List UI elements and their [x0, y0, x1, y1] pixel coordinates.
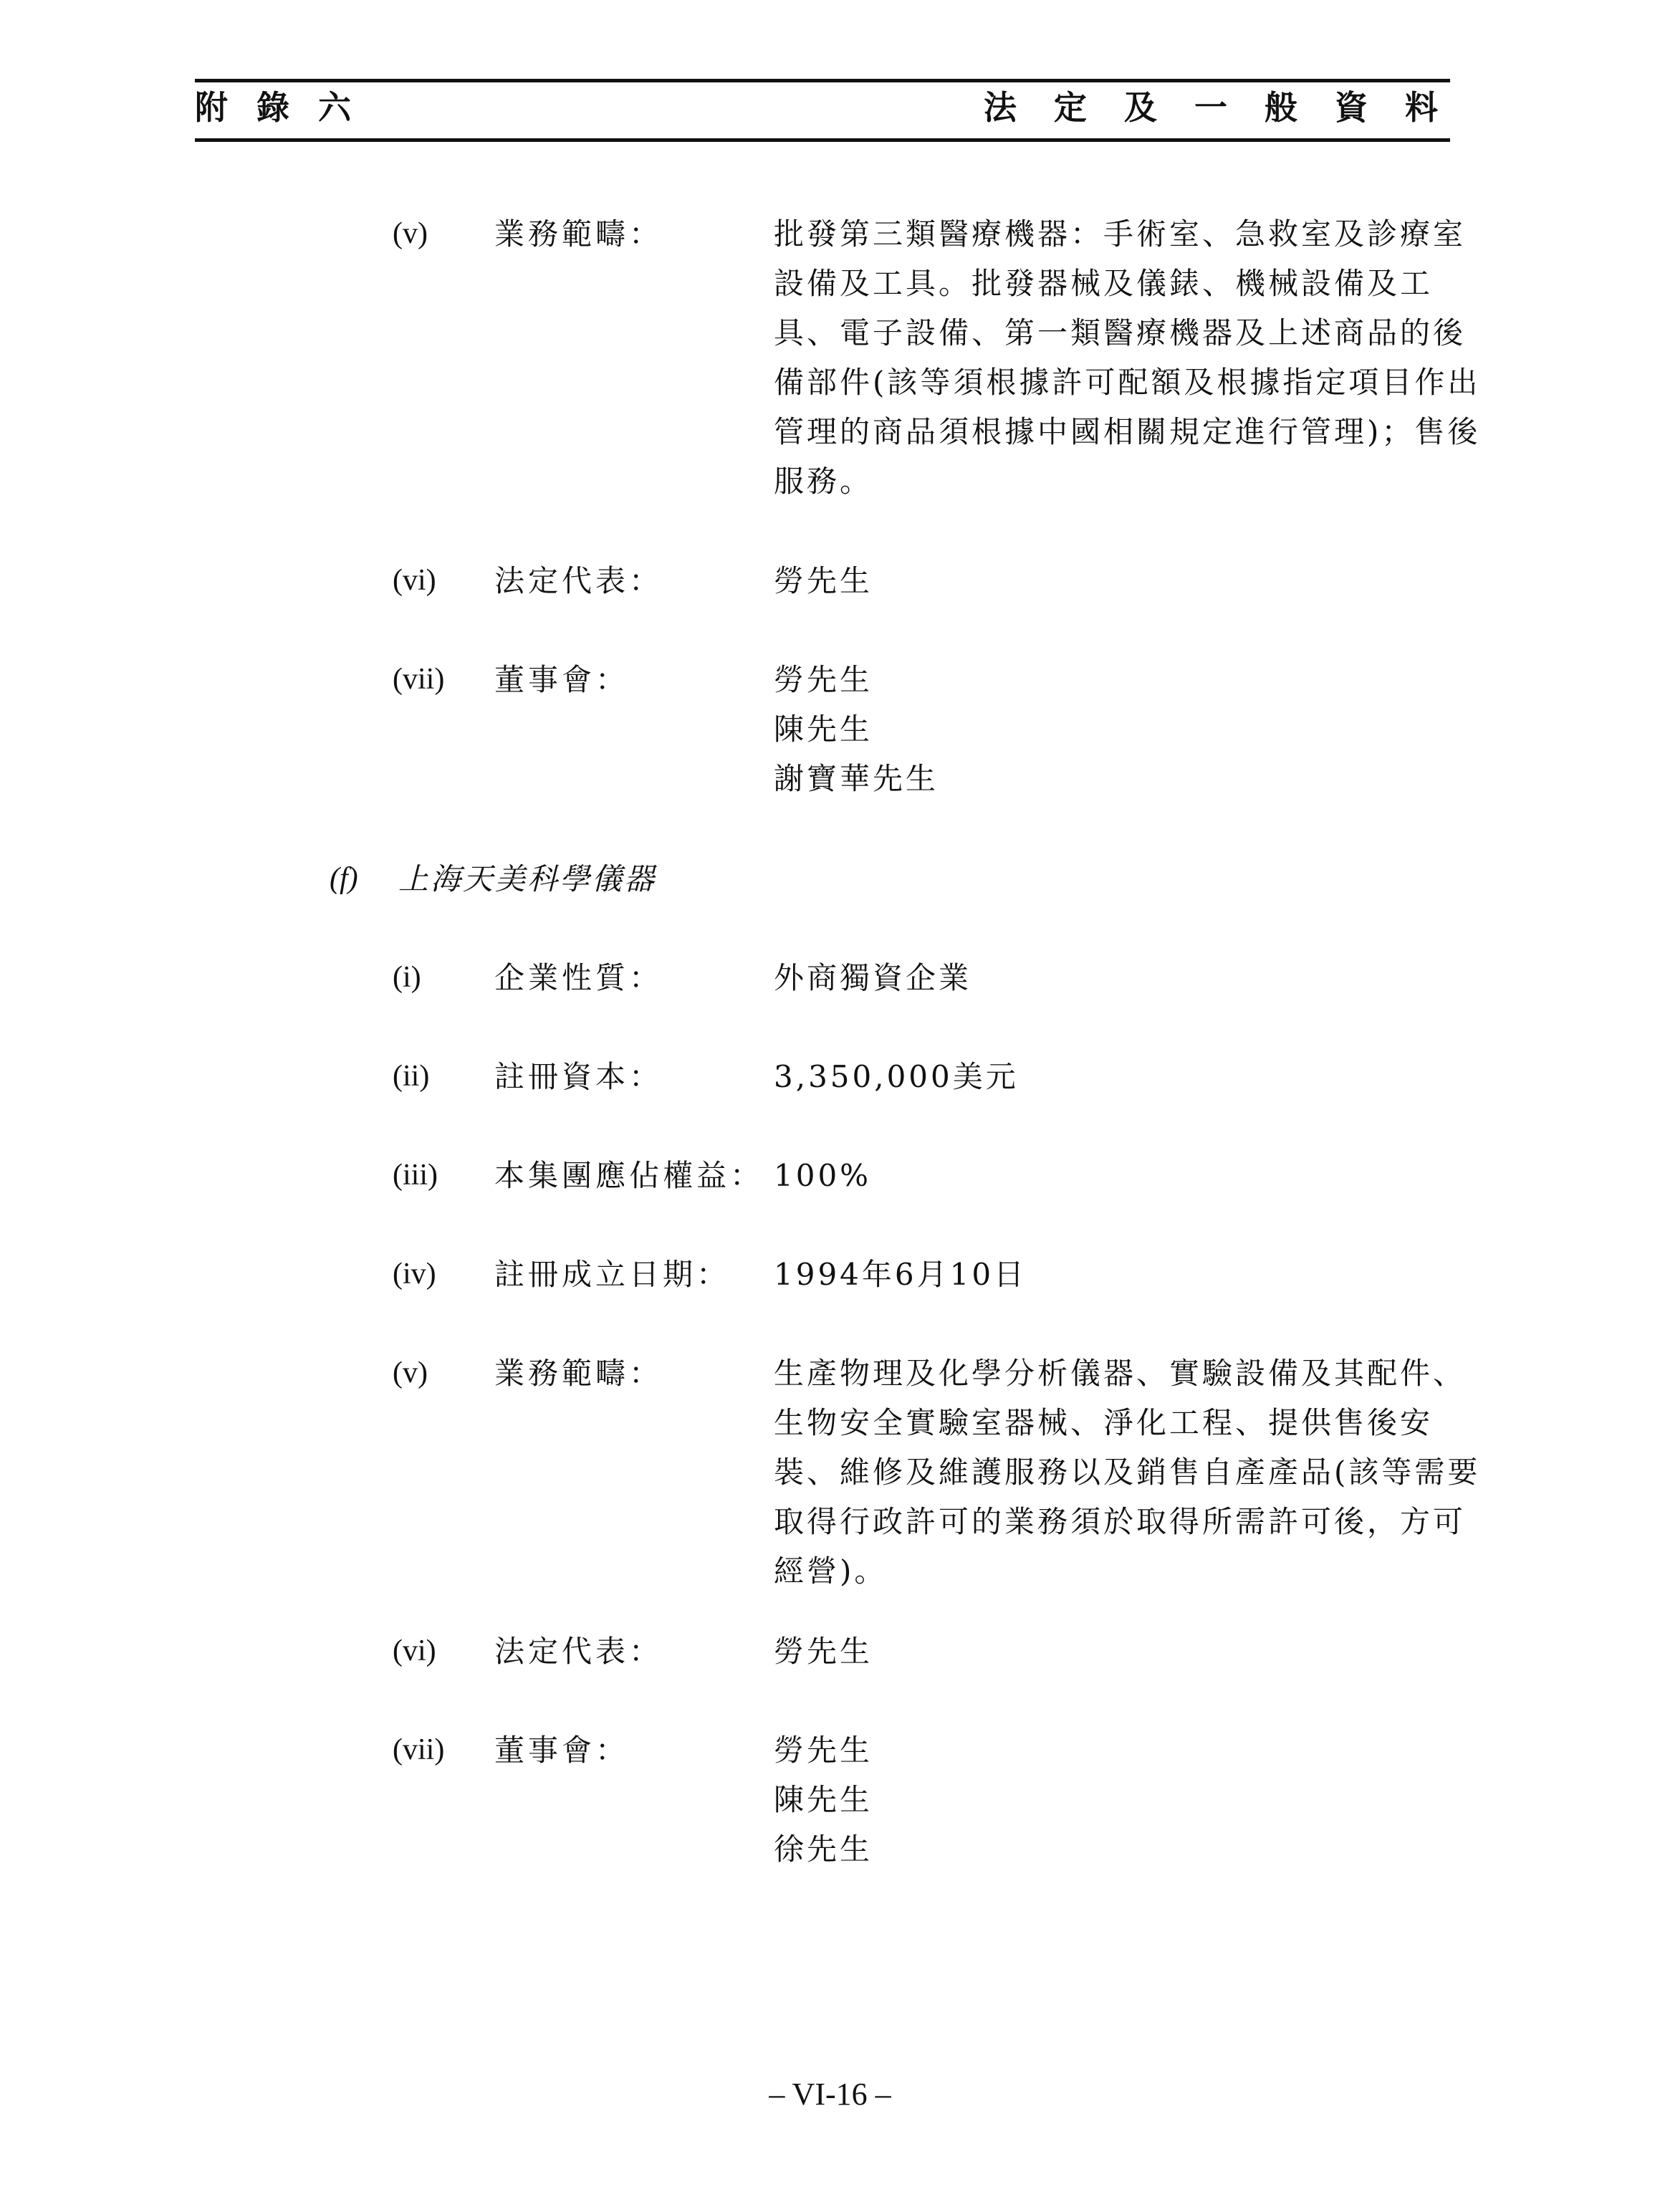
item-label: 業務範疇：: [494, 1356, 663, 1391]
item-number: (vi): [393, 1634, 436, 1667]
scope-line: 經營)。: [774, 1553, 888, 1589]
scope-line: 批發第三類醫療機器：手術室、急救室及診療室: [774, 216, 1467, 252]
item-label: 企業性質：: [494, 960, 663, 995]
item-number: (vi): [393, 564, 436, 597]
section-heading: 法 定 及 一 般 資 料: [983, 88, 1451, 127]
item-label: 註冊資本：: [494, 1059, 663, 1094]
item-value: [774, 209, 1481, 506]
item-label: 註冊成立日期：: [494, 1257, 731, 1292]
item-value: 勞先生: [774, 563, 873, 598]
scope-line: 取得行政許可的業務須於取得所需許可後，方可: [774, 1504, 1467, 1539]
item-number: (vii): [393, 1733, 445, 1766]
item-number: (iv): [393, 1258, 436, 1291]
board-members: [774, 1725, 1447, 1874]
scope-line: 設備及工具。批發器械及儀錶、機械設備及工: [774, 266, 1434, 301]
item-number: (iii): [393, 1159, 438, 1192]
item-label: 本集團應佔權益：: [494, 1158, 764, 1193]
board-member: 勞先生: [774, 662, 873, 697]
board-member: 謝寶華先生: [774, 761, 939, 796]
item-number: (v): [393, 1356, 428, 1389]
scope-line: 生物安全實驗室器械、淨化工程、提供售後安: [774, 1405, 1434, 1440]
scope-line: 生產物理及化學分析儀器、實驗設備及其配件、: [774, 1356, 1467, 1391]
item-number: (ii): [393, 1060, 430, 1093]
scope-line: 裝、維修及維護服務以及銷售自產產品(該等需要: [774, 1455, 1481, 1490]
board-member: 勞先生: [774, 1733, 873, 1768]
appendix-title: 附 錄 六: [195, 88, 360, 127]
item-label: 業務範疇：: [494, 216, 663, 252]
item-number: (i): [393, 961, 421, 994]
section-title: 上海天美科學儀器: [398, 861, 657, 896]
item-value: 外商獨資企業: [774, 960, 972, 995]
item-value: 100%: [774, 1158, 872, 1193]
scope-line: 服務。: [774, 464, 873, 499]
item-value: 勞先生: [774, 1634, 873, 1669]
item-label: 董事會：: [494, 662, 630, 697]
header-top-rule: [195, 79, 1450, 82]
scope-line: 備部件(該等須根據許可配額及根據指定項目作出: [774, 365, 1481, 400]
board-member: 陳先生: [774, 1782, 873, 1817]
board-member: 陳先生: [774, 712, 873, 747]
item-number: (v): [393, 217, 428, 250]
page-number: – VI-16 –: [769, 2077, 891, 2112]
board-member: 徐先生: [774, 1832, 873, 1867]
header-bottom-rule: [195, 138, 1450, 142]
item-value: [774, 1349, 1481, 1596]
item-label: 法定代表：: [494, 563, 663, 598]
item-value: 1994年6月10日: [774, 1257, 1027, 1292]
item-value: 3,350,000美元: [774, 1059, 1019, 1094]
board-members: [774, 655, 1447, 803]
scope-line: 具、電子設備、第一類醫療機器及上述商品的後: [774, 315, 1467, 350]
item-number: (vii): [393, 663, 445, 696]
item-label: 法定代表：: [494, 1634, 663, 1669]
item-label: 董事會：: [494, 1733, 630, 1768]
section-letter: (f): [330, 862, 358, 895]
scope-line: 管理的商品須根據中國相關規定進行管理)；售後: [774, 414, 1481, 449]
